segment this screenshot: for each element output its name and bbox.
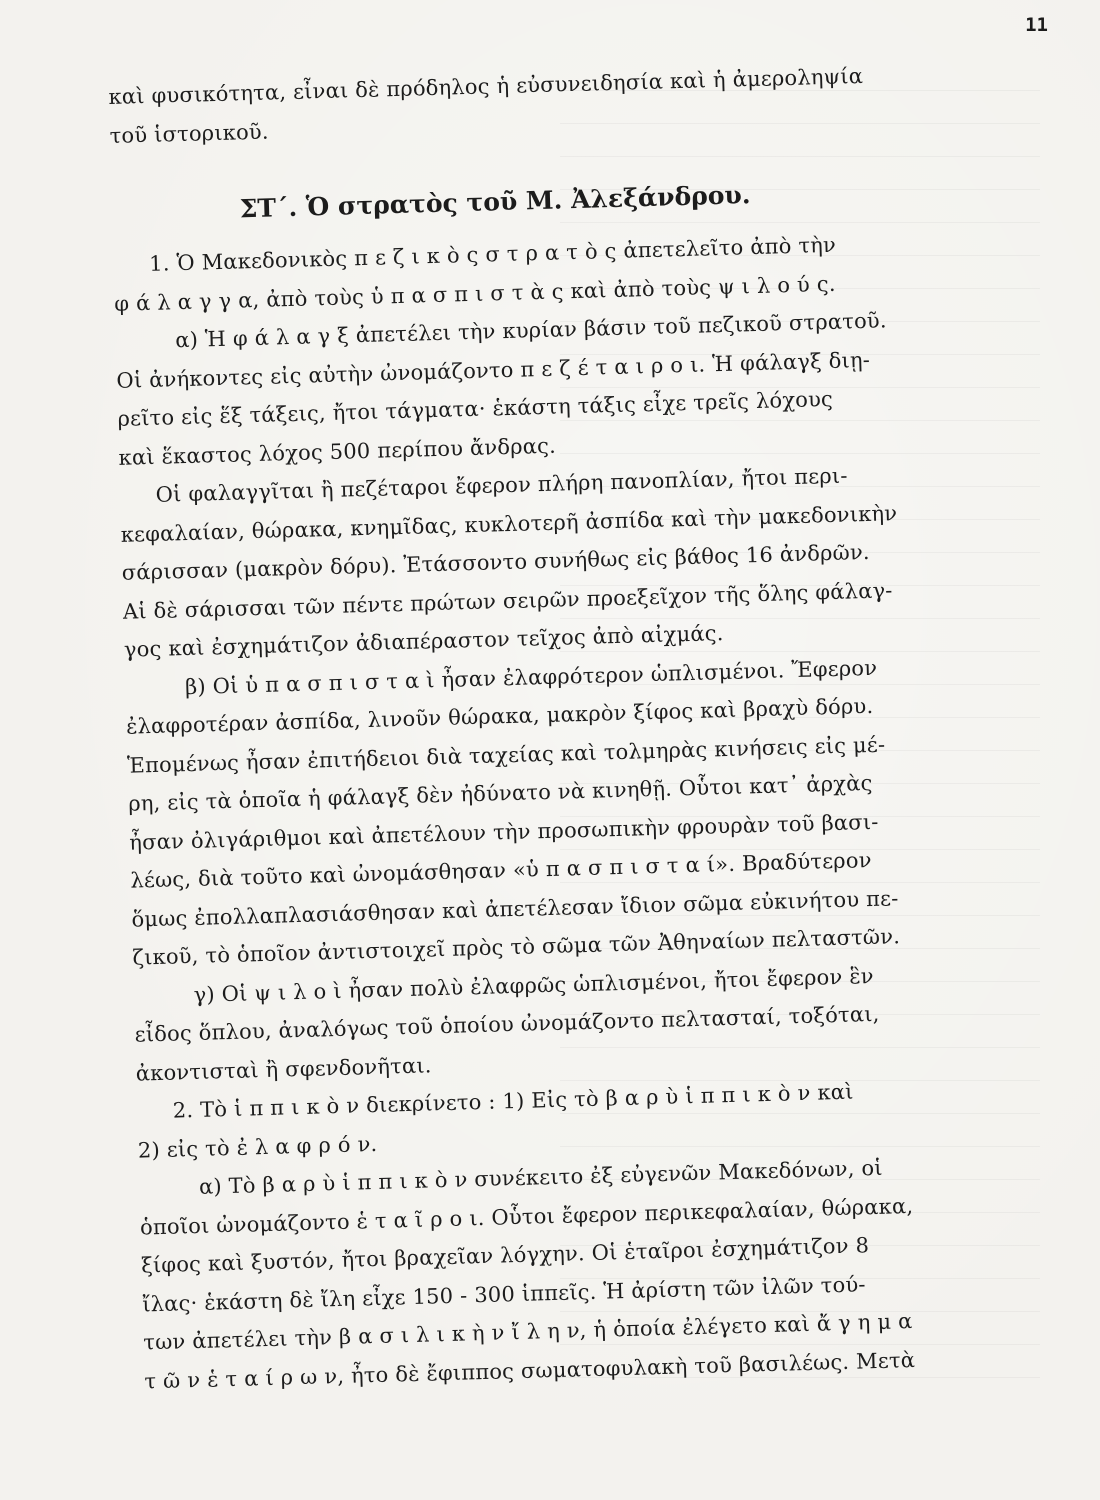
- text-line: Ἑπομένως ἦσαν ἐπιτήδειοι διὰ ταχείας καὶ τολμηρὰς κινήσεις εἰς μέ-: [126, 732, 886, 778]
- text-line: ζικοῦ, τὸ ὁποῖον ἀντιστοιχεῖ πρὸς τὸ σῶμα τῶν Ἀθηναίων πελταστῶν.: [132, 924, 901, 970]
- text-line: γ) Οἱ ψ ι λ ο ὶ ἦσαν πολὺ ἐλαφρῶς ὡπλισμένοι, ἤτοι ἔφερον ἓν: [193, 963, 875, 1007]
- text-line: ἐλαφροτέραν ἀσπίδα, λινοῦν θώρακα, μακρὸν ξίφος καὶ βραχὺ δόρυ.: [125, 693, 874, 739]
- text-body: [108, 54, 1005, 1400]
- text-line: 2) εἰς τὸ ἐ λ α φ ρ ό ν.: [137, 1131, 378, 1163]
- text-line: Οἱ φαλαγγῖται ἢ πεζέταροι ἔφερον πλήρη πανοπλίαν, ἤτοι περι-: [155, 463, 848, 507]
- text-line: ἦσαν ὀλιγάριθμοι καὶ ἀπετέλουν τὴν προσωπικὴν φρουρὰν τοῦ βασι-: [129, 809, 879, 855]
- text-line: ρεῖτο εἰς ἕξ τάξεις, ἤτοι τάγματα· ἑκάστη τάξις εἶχε τρεῖς λόχους: [117, 386, 834, 431]
- page-number: 11: [1025, 14, 1048, 36]
- text-line: τ ῶ ν ἑ τ α ί ρ ω ν, ἦτο δὲ ἔφιππος σωματοφυλακὴ τοῦ βασιλέως. Μετὰ: [144, 1347, 916, 1393]
- text-line: ὅμως ἐπολλαπλασιάσθησαν καὶ ἀπετέλεσαν ἴδιον σῶμα εὐκινήτου πε-: [131, 885, 899, 932]
- text-line: Οἱ ἀνήκοντες εἰς αὐτὴν ὠνομάζοντο π ε ζ έ τ α ι ρ ο ι. Ἡ φάλαγξ διῃ-: [116, 347, 871, 393]
- text-line: ἴλας· ἑκάστη δὲ ἴλη εἶχε 150 - 300 ἱππεῖς. Ἡ ἀρίστη τῶν ἰλῶν τού-: [141, 1271, 866, 1317]
- text-line: καὶ ἕκαστος λόχος 500 περίπου ἄνδρας.: [118, 433, 557, 470]
- text-line: α) Ἡ φ ά λ α γ ξ ἀπετέλει τὴν κυρίαν βάσιν τοῦ πεζικοῦ στρατοῦ.: [175, 308, 888, 353]
- text-line: γος καὶ ἐσχημάτιζον ἀδιαπέραστον τεῖχος ἀπὸ αἰχμάς.: [123, 621, 724, 662]
- text-line: 1. Ὁ Μακεδονικὸς π ε ζ ι κ ὸ ς σ τ ρ α τ ὸ ς ἀπετελεῖτο ἀπὸ τὴν: [148, 232, 837, 276]
- text-line: ρη, εἰς τὰ ὁποῖα ἡ φάλαγξ δὲν ἠδύνατο νὰ κινηθῇ. Οὗτοι κατ᾽ ἀρχὰς: [127, 770, 873, 816]
- text-line: σάρισσαν (μακρὸν δόρυ). Ἐτάσσοντο συνήθως εἰς βάθος 16 ἀνδρῶν.: [121, 539, 871, 585]
- text-line: φ ά λ α γ γ α, ἀπὸ τοὺς ὑ π α σ π ι σ τ ὰ ς καὶ ἀπὸ τοὺς ψ ι λ ο ύ ς.: [113, 271, 836, 316]
- text-line: α) Τὸ β α ρ ὺ ἱ π π ι κ ὸ ν συνέκειτο ἐξ εὐγενῶν Μακεδόνων, οἱ: [198, 1155, 884, 1199]
- text-line: τοῦ ἱστορικοῦ.: [109, 119, 270, 148]
- text-line: Αἱ δὲ σάρισσαι τῶν πέντε πρώτων σειρῶν προεξεῖχον τῆς ὅλης φάλαγ-: [122, 577, 893, 624]
- text-line: ξίφος καὶ ξυστόν, ἤτοι βραχεῖαν λόγχην. Οἱ ἑταῖροι ἐσχημάτιζον 8: [140, 1233, 870, 1278]
- text-line: λέως, διὰ τοῦτο καὶ ὠνομάσθησαν «ὑ π α σ π ι σ τ α ί». Βραδύτερον: [130, 847, 872, 893]
- text-line: ἀκοντισταὶ ἢ σφενδονῆται.: [135, 1052, 432, 1086]
- text-line: καὶ φυσικότητα, εἶναι δὲ πρόδηλος ἡ εὐσυνειδησία καὶ ἡ ἀμεροληψία: [108, 63, 864, 109]
- text-line: εἶδος ὅπλου, ἀναλόγως τοῦ ὁποίου ὠνομάζοντο πελτασταί, τοξόται,: [134, 1001, 880, 1047]
- text-line: των ἀπετέλει τὴν β α σ ι λ ι κ ὴ ν ἴ λ η ν, ἡ ὁποία ἐλέγετο καὶ ἄ γ η μ α: [142, 1309, 913, 1355]
- text-line: 2. Τὸ ἱ π π ι κ ὸ ν διεκρίνετο : 1) Εἰς τὸ β α ρ ὺ ἱ π π ι κ ὸ ν καὶ: [172, 1079, 854, 1123]
- text-line: β) Οἱ ὑ π α σ π ι σ τ α ὶ ἦσαν ἐλαφρότερον ὡπλισμένοι. Ἔφερον: [184, 655, 878, 699]
- section-heading: ΣΤ΄. Ὁ στρατὸς τοῦ Μ. Ἀλεξάνδρου.: [239, 179, 751, 223]
- text-line: ὁποῖοι ὠνομάζοντο ἑ τ α ῖ ρ ο ι. Οὗτοι ἔφερον περικεφαλαίαν, θώρακα,: [139, 1193, 914, 1240]
- text-line: κεφαλαίαν, θώρακα, κνημῖδας, κυκλοτερῆ ἀσπίδα καὶ τὴν μακεδονικὴν: [120, 500, 898, 547]
